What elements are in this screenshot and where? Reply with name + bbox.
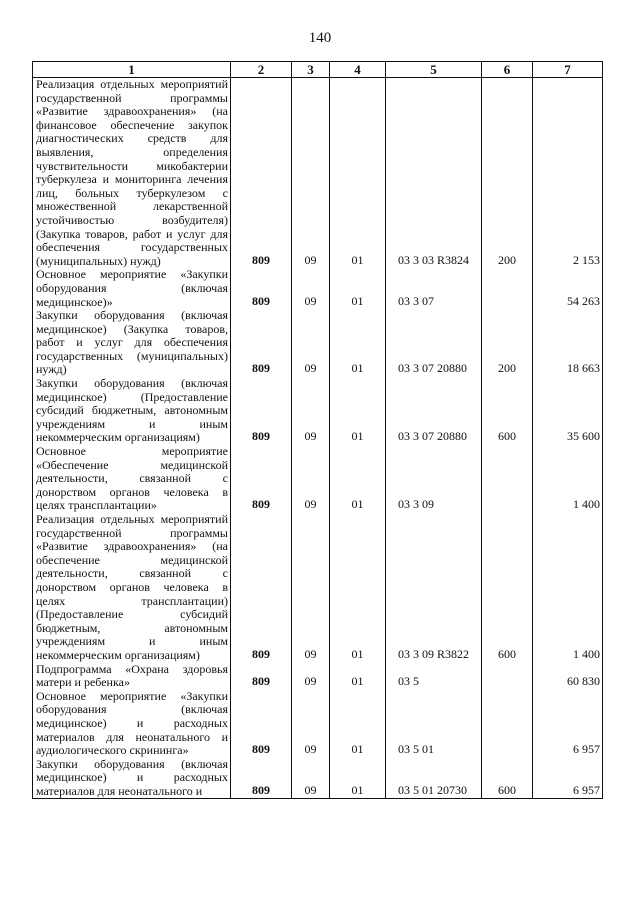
row-admin-code: 809 <box>231 445 292 513</box>
row-amount: 2 153 <box>533 78 603 269</box>
row-admin-code: 809 <box>231 309 292 377</box>
row-amount: 18 663 <box>533 309 603 377</box>
row-name: Закупки оборудования (включая медицинское) (Предоставление субсидий бюджетным, автономным учреждениям и иным некоммерческим организациям) <box>33 377 231 445</box>
header-col-2: 2 <box>231 62 292 78</box>
page-number: 140 <box>308 30 332 46</box>
row-admin-code: 809 <box>231 78 292 269</box>
row-target-article: 03 3 07 <box>386 268 482 309</box>
row-section: 09 <box>292 690 330 758</box>
row-amount: 6 957 <box>533 758 603 799</box>
table-row <box>33 690 603 758</box>
row-subsection: 01 <box>330 663 386 690</box>
row-name: Основное мероприятие «Закупки оборудования (включая медицинское) и расходных материалов для неонатального и аудиологического скрининга» <box>33 690 231 758</box>
row-admin-code: 809 <box>231 758 292 799</box>
row-name: Основное мероприятие «Обеспечение медицинской деятельности, связанной с донорством органов человека в целях трансплантации» <box>33 445 231 513</box>
table-row <box>33 445 603 513</box>
row-target-article: 03 3 07 20880 <box>386 309 482 377</box>
header-col-3: 3 <box>292 62 330 78</box>
row-section: 09 <box>292 268 330 309</box>
row-target-article: 03 5 01 <box>386 690 482 758</box>
row-expense-type <box>482 663 533 690</box>
row-section: 09 <box>292 377 330 445</box>
header-col-7: 7 <box>533 62 603 78</box>
row-amount: 6 957 <box>533 690 603 758</box>
row-admin-code: 809 <box>231 377 292 445</box>
row-target-article: 03 3 09 R3822 <box>386 513 482 663</box>
row-admin-code: 809 <box>231 663 292 690</box>
row-section: 09 <box>292 78 330 269</box>
table-row <box>33 513 603 663</box>
row-name: Реализация отдельных мероприятий государственной программы «Развитие здравоохранения» (на обеспечение медицинской деятельности, связанной с донорством органов человека в целях трансплантации) (Предоставление субсидий бюджетным, автономным учреждениям и иным некоммерческим организациям) <box>33 513 231 663</box>
row-subsection: 01 <box>330 78 386 269</box>
row-section: 09 <box>292 445 330 513</box>
table-row <box>33 309 603 377</box>
header-row <box>33 62 603 78</box>
header-col-5: 5 <box>386 62 482 78</box>
row-subsection: 01 <box>330 513 386 663</box>
header-col-6: 6 <box>482 62 533 78</box>
row-subsection: 01 <box>330 377 386 445</box>
row-section: 09 <box>292 663 330 690</box>
row-target-article: 03 5 <box>386 663 482 690</box>
row-target-article: 03 3 07 20880 <box>386 377 482 445</box>
row-name: Закупки оборудования (включая медицинское) (Закупка товаров, работ и услуг для обеспечения государственных (муниципальных) нужд) <box>33 309 231 377</box>
table-row <box>33 78 603 269</box>
row-expense-type: 600 <box>482 513 533 663</box>
row-subsection: 01 <box>330 690 386 758</box>
table-row <box>33 268 603 309</box>
row-target-article: 03 3 09 <box>386 445 482 513</box>
row-admin-code: 809 <box>231 513 292 663</box>
header-col-1: 1 <box>33 62 231 78</box>
header-col-4: 4 <box>330 62 386 78</box>
budget-table <box>32 61 603 799</box>
row-amount: 1 400 <box>533 513 603 663</box>
row-subsection: 01 <box>330 309 386 377</box>
row-expense-type: 600 <box>482 758 533 799</box>
row-section: 09 <box>292 309 330 377</box>
row-name: Закупки оборудования (включая медицинское) и расходных материалов для неонатального и <box>33 758 231 799</box>
row-target-article: 03 3 03 R3824 <box>386 78 482 269</box>
row-target-article: 03 5 01 20730 <box>386 758 482 799</box>
row-name: Основное мероприятие «Закупки оборудования (включая медицинское)» <box>33 268 231 309</box>
row-expense-type: 200 <box>482 78 533 269</box>
row-amount: 60 830 <box>533 663 603 690</box>
row-section: 09 <box>292 513 330 663</box>
row-amount: 1 400 <box>533 445 603 513</box>
row-subsection: 01 <box>330 758 386 799</box>
row-amount: 35 600 <box>533 377 603 445</box>
row-name: Реализация отдельных мероприятий государственной программы «Развитие здравоохранения» (на финансовое обеспечение закупок диагностических средств для выявления, определения чувствительности микобактерии туберкулеза и мониторинга лечения лиц, больных туберкулезом с множественной лекарственной устойчивостью возбудителя) (Закупка товаров, работ и услуг для обеспечения государственных (муниципальных) нужд) <box>33 78 231 269</box>
row-expense-type <box>482 690 533 758</box>
table-row <box>33 663 603 690</box>
row-expense-type: 200 <box>482 309 533 377</box>
row-subsection: 01 <box>330 445 386 513</box>
row-section: 09 <box>292 758 330 799</box>
row-amount: 54 263 <box>533 268 603 309</box>
row-expense-type <box>482 445 533 513</box>
row-expense-type <box>482 268 533 309</box>
table-row <box>33 377 603 445</box>
row-name: Подпрограмма «Охрана здоровья матери и ребенка» <box>33 663 231 690</box>
row-admin-code: 809 <box>231 268 292 309</box>
row-subsection: 01 <box>330 268 386 309</box>
table-row <box>33 758 603 799</box>
row-admin-code: 809 <box>231 690 292 758</box>
row-expense-type: 600 <box>482 377 533 445</box>
